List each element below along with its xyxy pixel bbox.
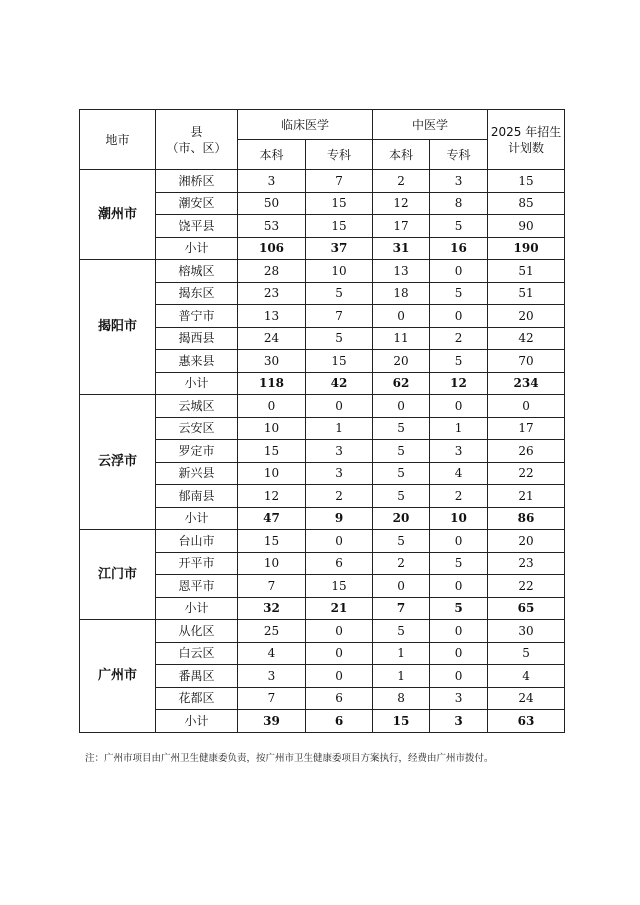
value-cell: 2 xyxy=(373,170,430,193)
value-cell: 8 xyxy=(430,192,488,215)
value-cell: 22 xyxy=(488,462,565,485)
value-cell: 5 xyxy=(306,282,373,305)
value-cell: 5 xyxy=(430,552,488,575)
value-cell: 1 xyxy=(373,642,430,665)
value-cell: 13 xyxy=(373,260,430,283)
county-cell: 惠来县 xyxy=(156,350,238,373)
value-cell: 0 xyxy=(488,395,565,418)
city-cell: 云浮市 xyxy=(80,395,156,530)
value-cell: 5 xyxy=(306,327,373,350)
value-cell: 0 xyxy=(373,395,430,418)
county-cell: 恩平市 xyxy=(156,575,238,598)
header-county-line1: 县 xyxy=(190,124,203,139)
value-cell: 15 xyxy=(306,350,373,373)
subtotal-value: 6 xyxy=(306,710,373,733)
value-cell: 0 xyxy=(430,305,488,328)
value-cell: 3 xyxy=(430,687,488,710)
subtotal-value: 86 xyxy=(488,507,565,530)
header-tcm: 中医学 xyxy=(373,110,488,140)
subtotal-value: 234 xyxy=(488,372,565,395)
value-cell: 17 xyxy=(488,417,565,440)
county-cell: 云城区 xyxy=(156,395,238,418)
value-cell: 10 xyxy=(238,552,306,575)
value-cell: 7 xyxy=(306,170,373,193)
value-cell: 6 xyxy=(306,552,373,575)
value-cell: 26 xyxy=(488,440,565,463)
header-tcm-bachelor: 本科 xyxy=(373,140,430,170)
value-cell: 5 xyxy=(373,440,430,463)
county-cell: 郁南县 xyxy=(156,485,238,508)
city-cell: 广州市 xyxy=(80,620,156,733)
value-cell: 5 xyxy=(488,642,565,665)
value-cell: 15 xyxy=(306,215,373,238)
value-cell: 3 xyxy=(306,440,373,463)
subtotal-value: 20 xyxy=(373,507,430,530)
value-cell: 4 xyxy=(238,642,306,665)
county-cell: 潮安区 xyxy=(156,192,238,215)
value-cell: 5 xyxy=(430,215,488,238)
value-cell: 28 xyxy=(238,260,306,283)
subtotal-label: 小计 xyxy=(156,710,238,733)
header-clinical-bachelor: 本科 xyxy=(238,140,306,170)
subtotal-value: 15 xyxy=(373,710,430,733)
header-plan xyxy=(488,110,565,170)
value-cell: 3 xyxy=(238,170,306,193)
value-cell: 10 xyxy=(306,260,373,283)
county-cell: 揭东区 xyxy=(156,282,238,305)
value-cell: 51 xyxy=(488,282,565,305)
value-cell: 3 xyxy=(306,462,373,485)
value-cell: 4 xyxy=(430,462,488,485)
value-cell: 21 xyxy=(488,485,565,508)
county-cell: 榕城区 xyxy=(156,260,238,283)
subtotal-value: 63 xyxy=(488,710,565,733)
value-cell: 3 xyxy=(430,440,488,463)
subtotal-value: 118 xyxy=(238,372,306,395)
subtotal-value: 12 xyxy=(430,372,488,395)
subtotal-value: 106 xyxy=(238,237,306,260)
subtotal-label: 小计 xyxy=(156,237,238,260)
value-cell: 51 xyxy=(488,260,565,283)
value-cell: 90 xyxy=(488,215,565,238)
value-cell: 0 xyxy=(373,305,430,328)
header-tcm-junior: 专科 xyxy=(430,140,488,170)
value-cell: 2 xyxy=(430,485,488,508)
value-cell: 0 xyxy=(373,575,430,598)
value-cell: 23 xyxy=(488,552,565,575)
value-cell: 0 xyxy=(238,395,306,418)
subtotal-value: 3 xyxy=(430,710,488,733)
footnote: 注：广州市项目由广州卫生健康委负责，按广州市卫生健康委项目方案执行，经费由广州市拨付。 xyxy=(85,753,494,764)
county-cell: 罗定市 xyxy=(156,440,238,463)
value-cell: 11 xyxy=(373,327,430,350)
table-row xyxy=(80,395,565,418)
value-cell: 0 xyxy=(306,665,373,688)
value-cell: 2 xyxy=(373,552,430,575)
subtotal-value: 65 xyxy=(488,597,565,620)
county-cell: 番禺区 xyxy=(156,665,238,688)
city-cell: 揭阳市 xyxy=(80,260,156,395)
value-cell: 0 xyxy=(306,642,373,665)
subtotal-value: 10 xyxy=(430,507,488,530)
value-cell: 15 xyxy=(488,170,565,193)
subtotal-label: 小计 xyxy=(156,372,238,395)
value-cell: 22 xyxy=(488,575,565,598)
value-cell: 4 xyxy=(488,665,565,688)
subtotal-value: 42 xyxy=(306,372,373,395)
county-cell: 揭西县 xyxy=(156,327,238,350)
value-cell: 5 xyxy=(373,530,430,553)
value-cell: 12 xyxy=(238,485,306,508)
value-cell: 0 xyxy=(430,642,488,665)
header-county-line2: （市、区） xyxy=(166,140,227,155)
value-cell: 10 xyxy=(238,462,306,485)
county-cell: 云安区 xyxy=(156,417,238,440)
subtotal-value: 37 xyxy=(306,237,373,260)
county-cell: 普宁市 xyxy=(156,305,238,328)
value-cell: 50 xyxy=(238,192,306,215)
enrollment-plan-table xyxy=(79,109,565,733)
value-cell: 24 xyxy=(488,687,565,710)
subtotal-value: 32 xyxy=(238,597,306,620)
value-cell: 5 xyxy=(373,620,430,643)
value-cell: 30 xyxy=(488,620,565,643)
value-cell: 17 xyxy=(373,215,430,238)
county-cell: 湘桥区 xyxy=(156,170,238,193)
value-cell: 0 xyxy=(430,395,488,418)
value-cell: 5 xyxy=(373,485,430,508)
value-cell: 15 xyxy=(306,192,373,215)
subtotal-value: 62 xyxy=(373,372,430,395)
value-cell: 10 xyxy=(238,417,306,440)
value-cell: 5 xyxy=(430,350,488,373)
value-cell: 15 xyxy=(306,575,373,598)
subtotal-label: 小计 xyxy=(156,507,238,530)
value-cell: 0 xyxy=(430,665,488,688)
value-cell: 1 xyxy=(306,417,373,440)
value-cell: 8 xyxy=(373,687,430,710)
subtotal-value: 39 xyxy=(238,710,306,733)
subtotal-value: 7 xyxy=(373,597,430,620)
header-city: 地市 xyxy=(80,110,156,170)
value-cell: 24 xyxy=(238,327,306,350)
header-plan-line1: 2025 年招生 xyxy=(490,124,562,139)
county-cell: 台山市 xyxy=(156,530,238,553)
subtotal-value: 31 xyxy=(373,237,430,260)
table-row xyxy=(80,530,565,553)
value-cell: 3 xyxy=(238,665,306,688)
subtotal-value: 16 xyxy=(430,237,488,260)
value-cell: 7 xyxy=(238,687,306,710)
value-cell: 15 xyxy=(238,440,306,463)
value-cell: 0 xyxy=(430,530,488,553)
county-cell: 开平市 xyxy=(156,552,238,575)
value-cell: 0 xyxy=(430,620,488,643)
value-cell: 0 xyxy=(306,530,373,553)
subtotal-value: 21 xyxy=(306,597,373,620)
value-cell: 6 xyxy=(306,687,373,710)
table-row xyxy=(80,620,565,643)
county-cell: 新兴县 xyxy=(156,462,238,485)
subtotal-label: 小计 xyxy=(156,597,238,620)
value-cell: 5 xyxy=(373,462,430,485)
value-cell: 42 xyxy=(488,327,565,350)
value-cell: 5 xyxy=(373,417,430,440)
table-row xyxy=(80,260,565,283)
value-cell: 7 xyxy=(306,305,373,328)
value-cell: 20 xyxy=(488,305,565,328)
value-cell: 18 xyxy=(373,282,430,305)
value-cell: 20 xyxy=(488,530,565,553)
header-plan-line2: 计划数 xyxy=(508,140,545,155)
subtotal-value: 5 xyxy=(430,597,488,620)
header-clinical-junior: 专科 xyxy=(306,140,373,170)
value-cell: 5 xyxy=(430,282,488,305)
value-cell: 0 xyxy=(430,575,488,598)
value-cell: 70 xyxy=(488,350,565,373)
city-cell: 潮州市 xyxy=(80,170,156,260)
subtotal-value: 190 xyxy=(488,237,565,260)
subtotal-value: 9 xyxy=(306,507,373,530)
value-cell: 2 xyxy=(430,327,488,350)
table-row xyxy=(80,170,565,193)
county-cell: 饶平县 xyxy=(156,215,238,238)
value-cell: 23 xyxy=(238,282,306,305)
county-cell: 白云区 xyxy=(156,642,238,665)
value-cell: 0 xyxy=(306,395,373,418)
header-clinical-medicine: 临床医学 xyxy=(238,110,373,140)
value-cell: 13 xyxy=(238,305,306,328)
value-cell: 0 xyxy=(306,620,373,643)
county-cell: 从化区 xyxy=(156,620,238,643)
value-cell: 7 xyxy=(238,575,306,598)
value-cell: 85 xyxy=(488,192,565,215)
value-cell: 0 xyxy=(430,260,488,283)
value-cell: 15 xyxy=(238,530,306,553)
city-cell: 江门市 xyxy=(80,530,156,620)
value-cell: 1 xyxy=(373,665,430,688)
subtotal-value: 47 xyxy=(238,507,306,530)
value-cell: 20 xyxy=(373,350,430,373)
value-cell: 1 xyxy=(430,417,488,440)
table-body xyxy=(80,170,565,733)
value-cell: 30 xyxy=(238,350,306,373)
value-cell: 2 xyxy=(306,485,373,508)
value-cell: 25 xyxy=(238,620,306,643)
county-cell: 花都区 xyxy=(156,687,238,710)
value-cell: 12 xyxy=(373,192,430,215)
value-cell: 3 xyxy=(430,170,488,193)
header-county xyxy=(156,110,238,170)
value-cell: 53 xyxy=(238,215,306,238)
